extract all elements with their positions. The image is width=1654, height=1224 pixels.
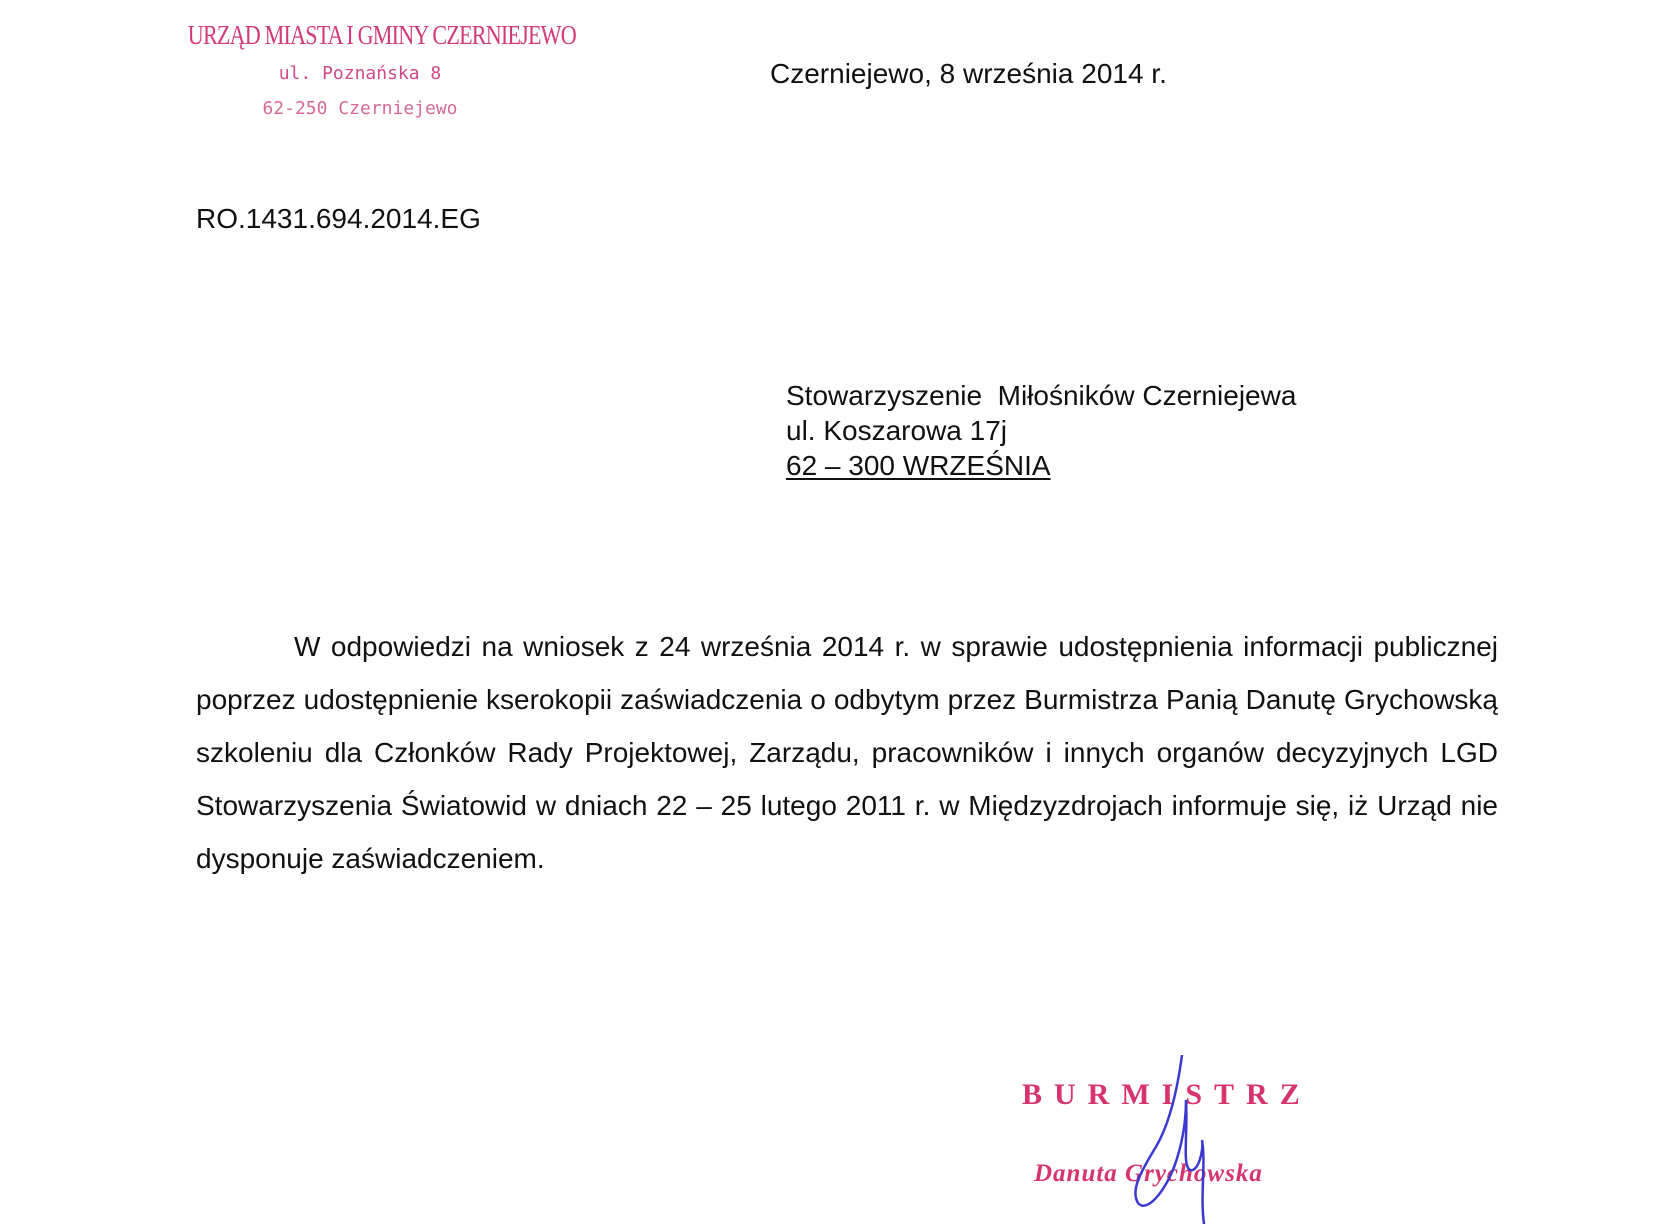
recipient-postal-city: 62 – 300 WRZEŚNIA xyxy=(786,450,1051,481)
office-name: URZĄD MIASTA I GMINY CZERNIEJEWO xyxy=(187,20,576,50)
recipient-address xyxy=(786,378,1296,483)
letter-date: Czerniejewo, 8 września 2014 r. xyxy=(770,58,1167,89)
office-street: ul. Poznańska 8 xyxy=(278,63,442,84)
office-header-stamp xyxy=(150,20,576,119)
letter-body: W odpowiedzi na wniosek z 24 września 2014 r. w sprawie udostępnienia informacji publicznej poprzez udostępnienie kserokopii zaświadczenia o odbytym przez Burmistrza Panią Danutę Grychowską szkoleniu dla Członków Rady Projektowej, Zarządu, pracowników i innych organów decyzyjnych LGD Stowarzyszenia Światowid w dniach 22 – 25 lutego 2011 r. w Międzyzdrojach informuje się, iż Urząd nie dysponuje zaświadczeniem. xyxy=(196,631,1498,874)
recipient-name: Stowarzyszenie Miłośników Czerniejewa xyxy=(786,380,1297,411)
office-postal-city: 62-250 Czerniejewo xyxy=(262,98,458,119)
signature-title: BURMISTRZ xyxy=(1022,1078,1312,1111)
reference-number: RO.1431.694.2014.EG xyxy=(196,203,481,234)
signature-name: Danuta Grychowska xyxy=(1034,1160,1263,1187)
handwritten-signature-icon xyxy=(1120,1055,1230,1224)
recipient-street: ul. Koszarowa 17j xyxy=(786,415,1008,446)
